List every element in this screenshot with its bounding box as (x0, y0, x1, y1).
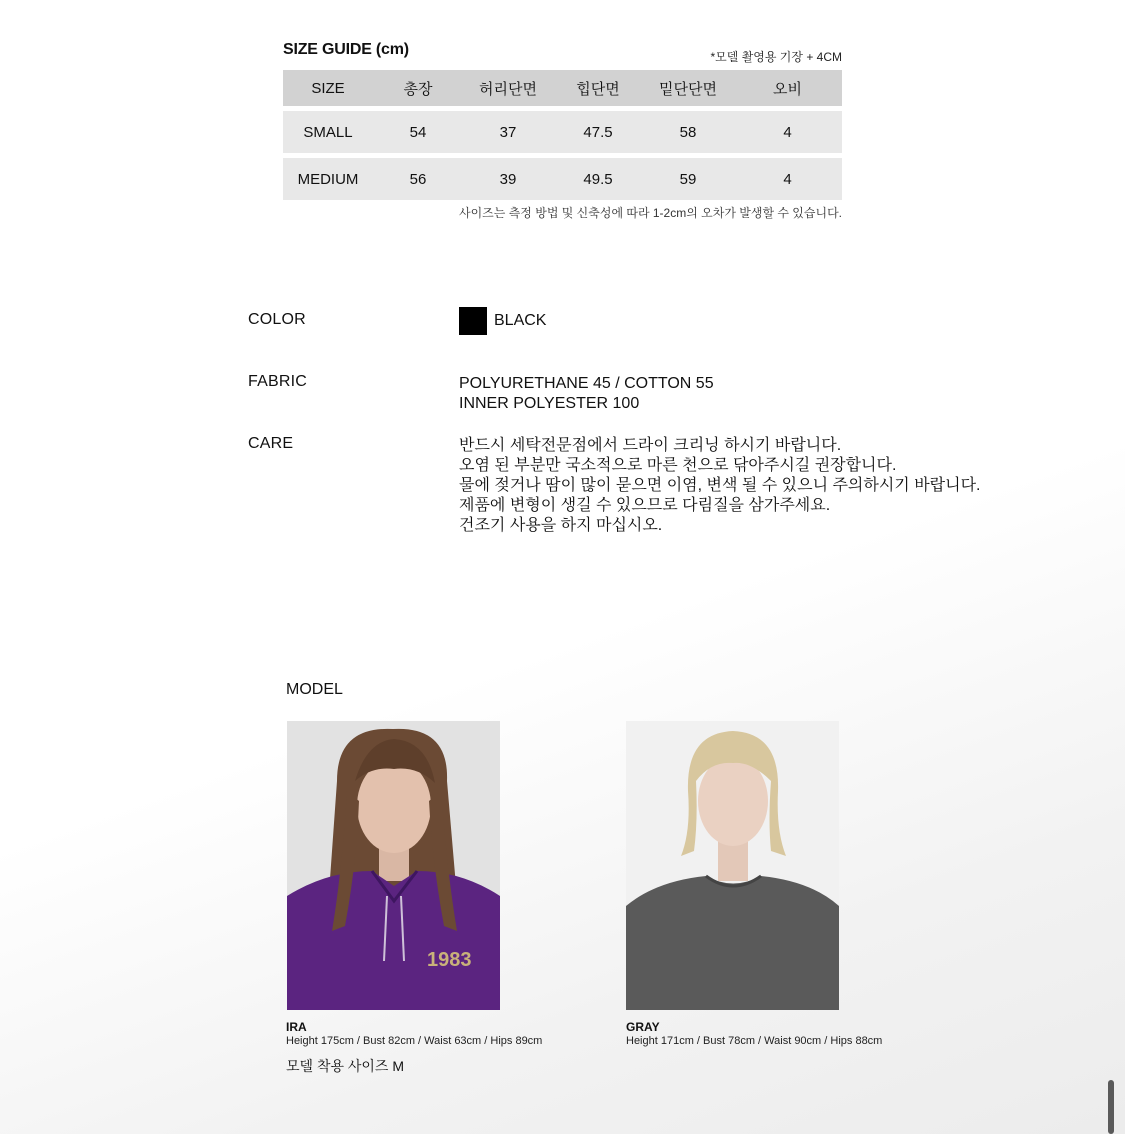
care-line: 오염 된 부분만 국소적으로 마른 천으로 닦아주시길 권장합니다. (459, 457, 897, 474)
size-table-row (283, 111, 842, 153)
size-table-header-row (283, 70, 842, 106)
color-label: COLOR (248, 311, 306, 328)
color-value: BLACK (494, 312, 547, 329)
size-table-cell: 4 (783, 170, 792, 188)
size-table-header: 밑단단면 (659, 80, 717, 98)
size-table-cell: 58 (679, 123, 697, 141)
size-table-cell: 37 (499, 123, 517, 141)
model-photo-ira (287, 721, 500, 1010)
care-line: 제품에 변형이 생길 수 있으므로 다림질을 삼가주세요. (459, 497, 831, 514)
model-measurements: Height 171cm / Bust 78cm / Waist 90cm / Hips 88cm (626, 1035, 883, 1047)
care-instructions (459, 436, 980, 536)
fabric-line: INNER POLYESTER 100 (459, 395, 640, 412)
size-table-header: 총장 (403, 80, 433, 98)
size-table-cell: 47.5 (583, 123, 613, 141)
model-measurements: Height 175cm / Bust 82cm / Waist 63cm / Hips 89cm (286, 1035, 543, 1047)
fabric-line: POLYURETHANE 45 / COTTON 55 (459, 375, 714, 392)
size-table-cell: 4 (783, 123, 792, 141)
size-guide-note: *모델 촬영용 기장 + 4CM (710, 50, 842, 64)
color-swatch (459, 307, 487, 335)
fabric-label: FABRIC (248, 373, 307, 390)
model-name: GRAY (626, 1020, 660, 1034)
page-scrollbar[interactable] (1108, 1080, 1114, 1134)
model-section-title: MODEL (286, 681, 343, 698)
size-table-cell: 56 (409, 170, 427, 188)
size-table-header: 힙단면 (576, 80, 620, 98)
svg-text:1983: 1983 (427, 949, 472, 971)
size-table-cell: 39 (499, 170, 517, 188)
size-table-cell: MEDIUM (297, 170, 359, 188)
size-table-cell: 59 (679, 170, 697, 188)
size-table-header: 오비 (773, 80, 802, 98)
model-wearing-size: 모델 착용 사이즈 M (286, 1058, 404, 1074)
size-table-cell: 54 (409, 123, 427, 141)
care-line: 물에 젖거나 땀이 많이 묻으면 이염, 변색 될 수 있으니 주의하시기 바랍니다. (459, 477, 981, 494)
size-table-cell: 49.5 (583, 170, 613, 188)
care-line: 반드시 세탁전문점에서 드라이 크리닝 하시기 바랍니다. (459, 437, 842, 454)
size-guide-footnote: 사이즈는 측정 방법 및 신축성에 따라 1-2cm의 오차가 발생할 수 있습니다. (459, 206, 842, 220)
size-guide-table (283, 70, 842, 205)
fabric-value (459, 374, 714, 414)
size-table-header: 허리단면 (479, 80, 537, 98)
model-name: IRA (286, 1020, 307, 1034)
size-table-row (283, 158, 842, 200)
care-line: 건조기 사용을 하지 마십시오. (459, 517, 663, 534)
size-guide-title: SIZE GUIDE (cm) (283, 41, 409, 58)
care-label: CARE (248, 435, 294, 452)
size-table-header: SIZE (311, 79, 345, 97)
size-table-cell: SMALL (303, 123, 353, 141)
model-photo-gray (626, 721, 839, 1010)
